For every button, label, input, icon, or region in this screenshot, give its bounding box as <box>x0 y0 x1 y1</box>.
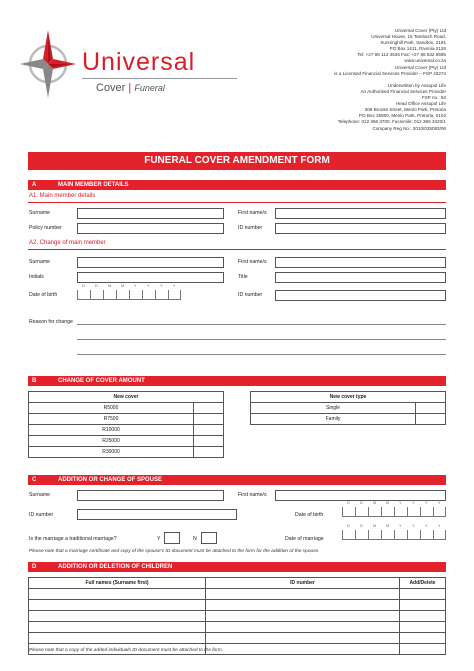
company-line: 308 Brooks Street, Menlo Park, Pretoria <box>364 107 446 113</box>
section-a-letter: A <box>32 182 37 188</box>
date-char-label: Y <box>425 501 428 505</box>
section-a-bar <box>28 180 446 190</box>
date-digit-slot[interactable] <box>103 290 116 300</box>
a2-surname-input[interactable] <box>77 257 224 268</box>
cover-value: R5000 <box>29 403 194 414</box>
child-add-delete-cell[interactable] <box>400 633 446 644</box>
cover-check-box[interactable] <box>194 425 224 436</box>
date-char-label: Y <box>147 284 150 288</box>
compass-logo-icon <box>18 28 78 100</box>
date-char-label: Y <box>134 284 137 288</box>
cover-check-box[interactable] <box>194 403 224 414</box>
date-char-label: Y <box>173 284 176 288</box>
date-char-label: D <box>347 524 350 528</box>
table-row <box>29 622 446 633</box>
col-full-names: Full names (Surname first) <box>29 578 206 589</box>
a2-first-names-input[interactable] <box>275 257 446 268</box>
date-digit-slot[interactable] <box>142 290 155 300</box>
date-digit-slot[interactable] <box>342 530 355 540</box>
cover-amount-header: New cover <box>29 392 224 403</box>
date-char-label: D <box>360 501 363 505</box>
section-b-title: CHANGE OF COVER AMOUNT <box>58 378 145 384</box>
company-line: PO Box 1411, Rivonia 2128 <box>389 46 446 52</box>
traditional-yes-box[interactable] <box>164 532 180 544</box>
cover-value: R30000 <box>29 447 194 458</box>
child-id-cell[interactable] <box>206 622 400 633</box>
company-line: Tel: +27 86 112 4636 Fax: +27 86 532 6595 <box>357 52 446 58</box>
date-digit-slot[interactable] <box>407 530 420 540</box>
section-c-title: ADDITION OR CHANGE OF SPOUSE <box>58 477 163 483</box>
table-row <box>29 600 446 611</box>
cover-row <box>29 414 224 425</box>
a2-heading: A2. Change of main member <box>29 240 106 246</box>
c-dob-label: Date of birth <box>295 512 324 518</box>
reason-line-3[interactable] <box>77 354 446 355</box>
table-row <box>29 589 446 600</box>
date-char-label: M <box>386 524 390 528</box>
a2-dob-input[interactable] <box>77 284 181 302</box>
cover-check-box[interactable] <box>194 414 224 425</box>
date-digit-slot[interactable] <box>420 530 433 540</box>
child-add-delete-cell[interactable] <box>400 589 446 600</box>
date-digit-slot[interactable] <box>77 290 90 300</box>
date-digit-slot[interactable] <box>90 290 103 300</box>
company-line: Underwritten by Assupol Life <box>387 82 446 88</box>
logo-wordmark: Universal <box>82 48 196 76</box>
a2-id-label: ID number <box>238 292 263 298</box>
form-title-text: FUNERAL COVER AMENDMENT FORM <box>144 155 330 166</box>
section-a-title: MAIN MEMBER DETAILS <box>58 182 129 188</box>
a2-title-input[interactable] <box>275 272 446 283</box>
company-line: Universal House, 15 Tambach Road, <box>371 34 446 40</box>
cover-type-value: Single <box>251 403 416 414</box>
company-line: Head Office Assupol Life <box>395 101 446 107</box>
a1-id-input[interactable] <box>275 223 446 234</box>
company-line: FSP no.: 53 <box>421 95 446 101</box>
section-b-letter: B <box>32 378 37 384</box>
children-note: Please note that a copy of the added individuals ID document must be attached to the form. <box>29 648 224 653</box>
a2-initials-input[interactable] <box>77 272 224 283</box>
form-title <box>28 152 446 170</box>
date-char-label: D <box>360 524 363 528</box>
a2-first-names-label: First name/s <box>238 259 267 265</box>
cover-type-header: New cover type <box>251 392 446 403</box>
date-char-label: D <box>82 284 85 288</box>
col-add-delete: Add/Delete <box>400 578 446 589</box>
logo-cover: Cover | Funeral <box>96 82 165 94</box>
c-first-names-input[interactable] <box>275 490 446 501</box>
date-digit-slot[interactable] <box>407 507 420 517</box>
date-digit-slot[interactable] <box>381 530 394 540</box>
date-char-label: Y <box>425 524 428 528</box>
cover-value: R10000 <box>29 425 194 436</box>
cover-check-box[interactable] <box>194 447 224 458</box>
company-line: Sunninghill Park, Sandton, 2191 <box>380 40 446 46</box>
section-b-bar <box>28 376 446 386</box>
date-digit-slot[interactable] <box>355 530 368 540</box>
date-char-label: Y <box>399 501 402 505</box>
child-add-delete-cell[interactable] <box>400 622 446 633</box>
marriage-date-input[interactable] <box>342 524 446 544</box>
company-line: Telephone: 012 366 3700. Facsimile: 012 366 3420/1 <box>337 119 446 125</box>
a1-surname-label: Surname <box>29 210 51 216</box>
date-char-label: M <box>373 524 377 528</box>
col-id-number: ID number <box>206 578 400 589</box>
cover-type-table <box>250 391 446 425</box>
date-char-label: D <box>347 501 350 505</box>
date-digit-slot[interactable] <box>116 290 129 300</box>
child-id-cell[interactable] <box>206 611 400 622</box>
cover-row <box>29 447 224 458</box>
cover-type-check-box[interactable] <box>416 403 446 414</box>
section-d-bar <box>28 562 446 572</box>
child-name-cell[interactable] <box>29 600 206 611</box>
a1-rule <box>28 202 446 203</box>
a2-title-label: Title <box>238 274 248 280</box>
traditional-label: Is the marriage a traditional marriage? <box>29 536 117 542</box>
section-d-letter: D <box>32 564 37 570</box>
table-row <box>29 611 446 622</box>
company-line: Universal Cover (Pty) Ltd <box>394 28 446 33</box>
child-id-cell[interactable] <box>206 633 400 644</box>
logo <box>18 28 238 98</box>
c-id-label: ID number <box>29 512 54 518</box>
cover-value: R7500 <box>29 414 194 425</box>
date-digit-slot[interactable] <box>155 290 168 300</box>
marriage-date-label: Date of marriage <box>285 536 324 542</box>
a1-policy-label: Policy number <box>29 225 62 231</box>
c-surname-input[interactable] <box>77 490 224 501</box>
children-table <box>28 577 446 655</box>
company-line: Universal Cover (Pty) Ltd <box>394 64 446 70</box>
a1-heading: A1. Main member details <box>29 193 96 199</box>
date-digit-slot[interactable] <box>129 290 142 300</box>
cover-type-row <box>251 403 446 414</box>
logo-cover-word: Cover <box>96 82 126 94</box>
date-char-label: D <box>95 284 98 288</box>
cover-value: R25000 <box>29 436 194 447</box>
a1-id-label: ID number <box>238 225 263 231</box>
date-char-label: Y <box>438 501 441 505</box>
reason-line-2[interactable] <box>77 339 446 340</box>
traditional-no-label: N <box>193 536 197 542</box>
table-row <box>29 633 446 644</box>
date-char-label: M <box>108 284 112 288</box>
date-digit-slot[interactable] <box>355 507 368 517</box>
company-info <box>246 28 446 132</box>
a2-surname-label: Surname <box>29 259 51 265</box>
date-char-label: Y <box>412 524 415 528</box>
section-c-letter: C <box>32 477 37 483</box>
date-digit-slot[interactable] <box>433 507 446 517</box>
date-char-label: Y <box>160 284 163 288</box>
cover-row <box>29 436 224 447</box>
cover-type-row <box>251 414 446 425</box>
child-id-cell[interactable] <box>206 600 400 611</box>
company-line: is a Licensed Financial Services Provider – FSP 43274 <box>334 70 446 76</box>
cover-type-check-box[interactable] <box>416 414 446 425</box>
company-line: www.universal.co.za <box>404 58 446 64</box>
cover-type-value: Family <box>251 414 416 425</box>
child-name-cell[interactable] <box>29 589 206 600</box>
child-add-delete-cell[interactable] <box>400 611 446 622</box>
company-line: An Authorised Financial Services Provider <box>360 88 446 94</box>
c-surname-label: Surname <box>29 492 51 498</box>
child-add-delete-cell[interactable] <box>400 600 446 611</box>
date-char-label: M <box>121 284 125 288</box>
reason-label: Reason for change <box>29 319 73 325</box>
date-char-label: Y <box>412 501 415 505</box>
reason-line-1[interactable] <box>77 324 446 325</box>
child-id-cell[interactable] <box>206 589 400 600</box>
a2-initials-label: Initials <box>29 274 44 280</box>
date-char-label: Y <box>438 524 441 528</box>
date-digit-slot[interactable] <box>394 507 407 517</box>
traditional-no-box[interactable] <box>201 532 217 544</box>
date-char-label: M <box>373 501 377 505</box>
date-digit-slot[interactable] <box>168 290 181 300</box>
a2-rule <box>28 249 446 250</box>
cover-check-box[interactable] <box>194 436 224 447</box>
date-char-label: M <box>386 501 390 505</box>
logo-funeral-word: Funeral <box>134 83 165 93</box>
a1-first-names-input[interactable] <box>275 208 446 219</box>
date-digit-slot[interactable] <box>368 530 381 540</box>
traditional-yes-label: Y <box>157 536 161 542</box>
section-c-bar <box>28 475 446 485</box>
date-digit-slot[interactable] <box>394 530 407 540</box>
company-line: PO Box 35900, Menlo Park, Pretoria, 0102 <box>358 113 446 119</box>
a1-policy-input[interactable] <box>77 223 224 234</box>
date-digit-slot[interactable] <box>420 507 433 517</box>
logo-underline <box>82 78 237 79</box>
date-char-label: Y <box>399 524 402 528</box>
date-digit-slot[interactable] <box>381 507 394 517</box>
date-digit-slot[interactable] <box>433 530 446 540</box>
date-digit-slot[interactable] <box>342 507 355 517</box>
child-name-cell[interactable] <box>29 633 206 644</box>
company-line: Company Reg No.: 2010/025083/06 <box>372 125 446 131</box>
cover-row <box>29 403 224 414</box>
c-dob-input[interactable] <box>342 501 446 521</box>
cover-row <box>29 425 224 436</box>
a1-surname-input[interactable] <box>77 208 224 219</box>
a2-id-input[interactable] <box>275 290 446 301</box>
date-digit-slot[interactable] <box>368 507 381 517</box>
a2-dob-label: Date of birth <box>29 292 58 298</box>
child-name-cell[interactable] <box>29 611 206 622</box>
section-d-title: ADDITION OR DELETION OF CHILDREN <box>58 564 173 570</box>
a1-first-names-label: First name/s <box>238 210 267 216</box>
c-id-input[interactable] <box>77 509 237 520</box>
child-name-cell[interactable] <box>29 622 206 633</box>
c-first-names-label: First name/s <box>238 492 267 498</box>
cover-amount-table <box>28 391 224 458</box>
spouse-note: Please note that a marriage certificate and copy of the spouse’s ID document must be attached to the form for the addition of the spouse. <box>29 549 320 554</box>
